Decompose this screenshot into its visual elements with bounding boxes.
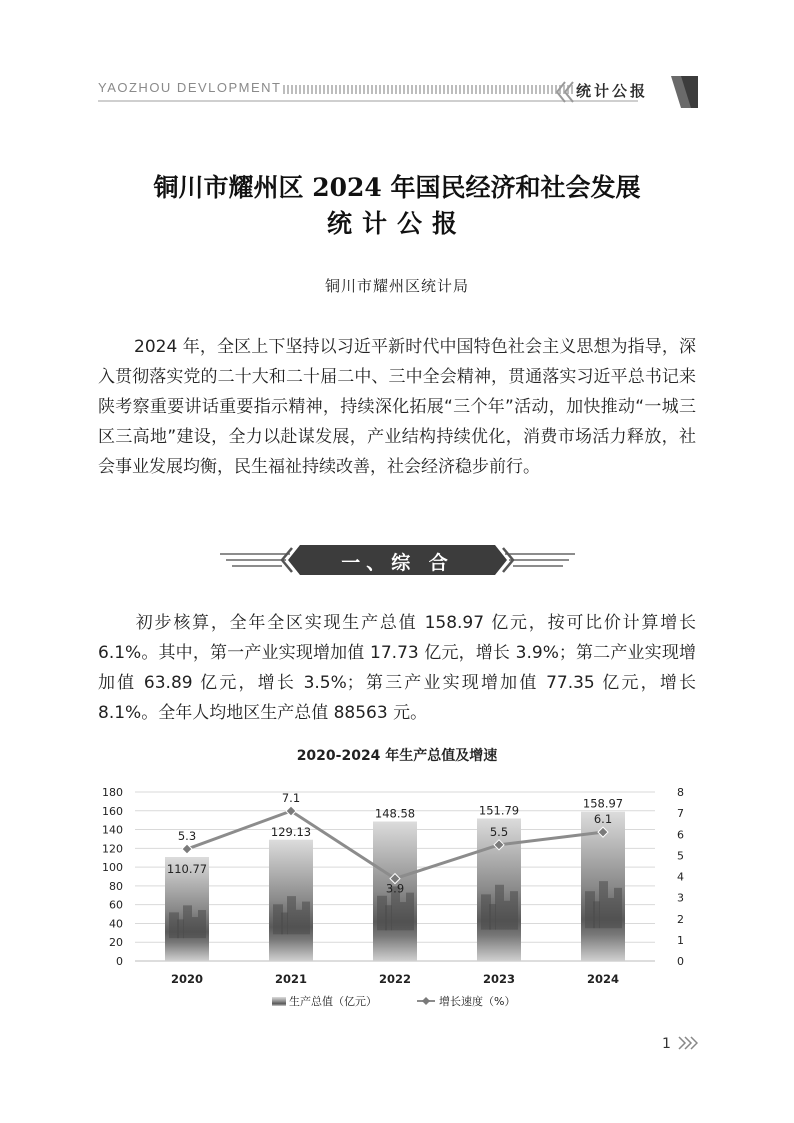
y-left-tick-label: 180 [102, 786, 123, 799]
growth-label: 6.1 [593, 812, 613, 827]
growth-label: 5.3 [177, 829, 197, 844]
bar-skyline-decoration [183, 905, 192, 938]
y-left-tick-label: 80 [109, 879, 123, 893]
running-header [98, 72, 698, 108]
chart-title: 2020-2024 年生产总值及增速 [296, 748, 498, 764]
bar-skyline-decoration [400, 902, 406, 930]
y-left-tick-label: 160 [102, 804, 123, 818]
y-right-tick-label: 7 [677, 807, 684, 821]
y-right-tick-label: 0 [677, 955, 684, 968]
y-right-tick-label: 1 [677, 933, 684, 947]
growth-label: 3.9 [385, 881, 405, 896]
document-title-line1: 铜川市耀州区 2024 年国民经济和社会发展 [153, 173, 641, 202]
summary-text: 初步核算，全年全区实现生产总值 158.97 亿元，按可比价计算增长 6.1%。其中，第一产业实现增加值 17.73 亿元，增长 3.9%；第二产业实现增加值 63.89 亿元，增长 3.5%；第三产业实现增加值 77.35 亿元，增长 8.1%。全年人均地区生产总值 88563 元。 [98, 613, 696, 723]
intro-text: 2024 年，全区上下坚持以习近平新时代中国特色社会主义思想为指导，深入贯彻落实党的二十大和二十届二中、三中全会精神，贯通落实习近平总书记来陕考察重要讲话重要指示精神，持续深化拓展“三个年”活动，加快推动“一城三区三高地”建设，全力以赴谋发展，产业结构持续优化，消费市场活力释放，社会事业发展均衡，民生福祉持续改善，社会经济稳步前行。 [98, 337, 696, 477]
legend-bar-swatch [272, 997, 286, 1006]
x-tick-label: 2020 [170, 972, 204, 986]
gdp-bar-label: 148.58 [374, 806, 416, 821]
legend-line-marker [422, 997, 430, 1005]
bar-skyline-decoration [504, 901, 510, 930]
bar-skyline-decoration [287, 896, 296, 934]
intro-paragraph [98, 332, 696, 482]
gdp-bar-label: 151.79 [478, 803, 520, 818]
summary-paragraph [98, 608, 696, 728]
y-right-tick-label: 4 [677, 870, 684, 884]
bar-skyline-decoration [599, 881, 608, 928]
header-stripe [283, 85, 573, 94]
gdp-bar-label: 110.77 [166, 861, 208, 876]
bar-skyline-decoration [296, 910, 302, 935]
y-left-tick-label: 60 [109, 898, 123, 912]
x-tick-label: 2023 [482, 972, 516, 986]
bar-skyline-decoration [593, 901, 600, 928]
page-arrows-icon [676, 1034, 698, 1052]
bar-skyline-decoration [385, 905, 392, 930]
y-left-tick-label: 140 [102, 823, 123, 837]
legend-line-label: 增长速度（%） [439, 995, 516, 1008]
legend-bar-label: 生产总值（亿元） [289, 995, 377, 1008]
x-tick-label: 2024 [586, 972, 620, 986]
bar-skyline-decoration [608, 898, 614, 928]
y-left-tick-label: 20 [109, 936, 123, 950]
gdp-bar-label: 158.97 [582, 796, 624, 811]
bar-skyline-decoration [177, 919, 184, 938]
bar-skyline-decoration [302, 902, 310, 935]
bar-skyline-decoration [281, 913, 288, 935]
bar-skyline-decoration [198, 910, 206, 938]
bar-skyline-decoration [510, 891, 518, 929]
growth-label: 7.1 [281, 791, 301, 806]
section-heading: 一、综 合 [341, 552, 454, 574]
x-tick-label: 2021 [274, 972, 308, 986]
growth-point [182, 844, 192, 854]
y-left-tick-label: 120 [102, 842, 123, 856]
y-left-tick-label: 0 [116, 955, 123, 968]
y-right-tick-label: 5 [677, 849, 684, 863]
y-left-tick-label: 40 [109, 917, 123, 931]
bar-skyline-decoration [614, 888, 622, 928]
bar-skyline-decoration [489, 904, 496, 930]
gdp-bar-label: 129.13 [270, 824, 312, 839]
y-right-tick-label: 8 [677, 786, 684, 799]
y-right-tick-label: 6 [677, 828, 684, 842]
x-tick-label: 2022 [378, 972, 412, 986]
document-author: 铜川市耀州区统计局 [324, 277, 469, 295]
header-section-tag: 统计公报 [576, 82, 649, 100]
gdp-growth-chart [95, 778, 700, 1013]
bar-skyline-decoration [406, 893, 414, 931]
y-right-tick-label: 2 [677, 912, 684, 926]
bar-skyline-decoration [192, 917, 198, 938]
page-number: 1 [662, 1036, 671, 1052]
document-title-line2: 统计公报 [326, 209, 467, 238]
y-left-tick-label: 100 [102, 861, 123, 875]
y-right-tick-label: 3 [677, 891, 684, 905]
header-english-title: YAOZHOU DEVLOPMENT [98, 80, 282, 95]
growth-label: 5.5 [489, 824, 509, 839]
bar-skyline-decoration [495, 885, 504, 930]
